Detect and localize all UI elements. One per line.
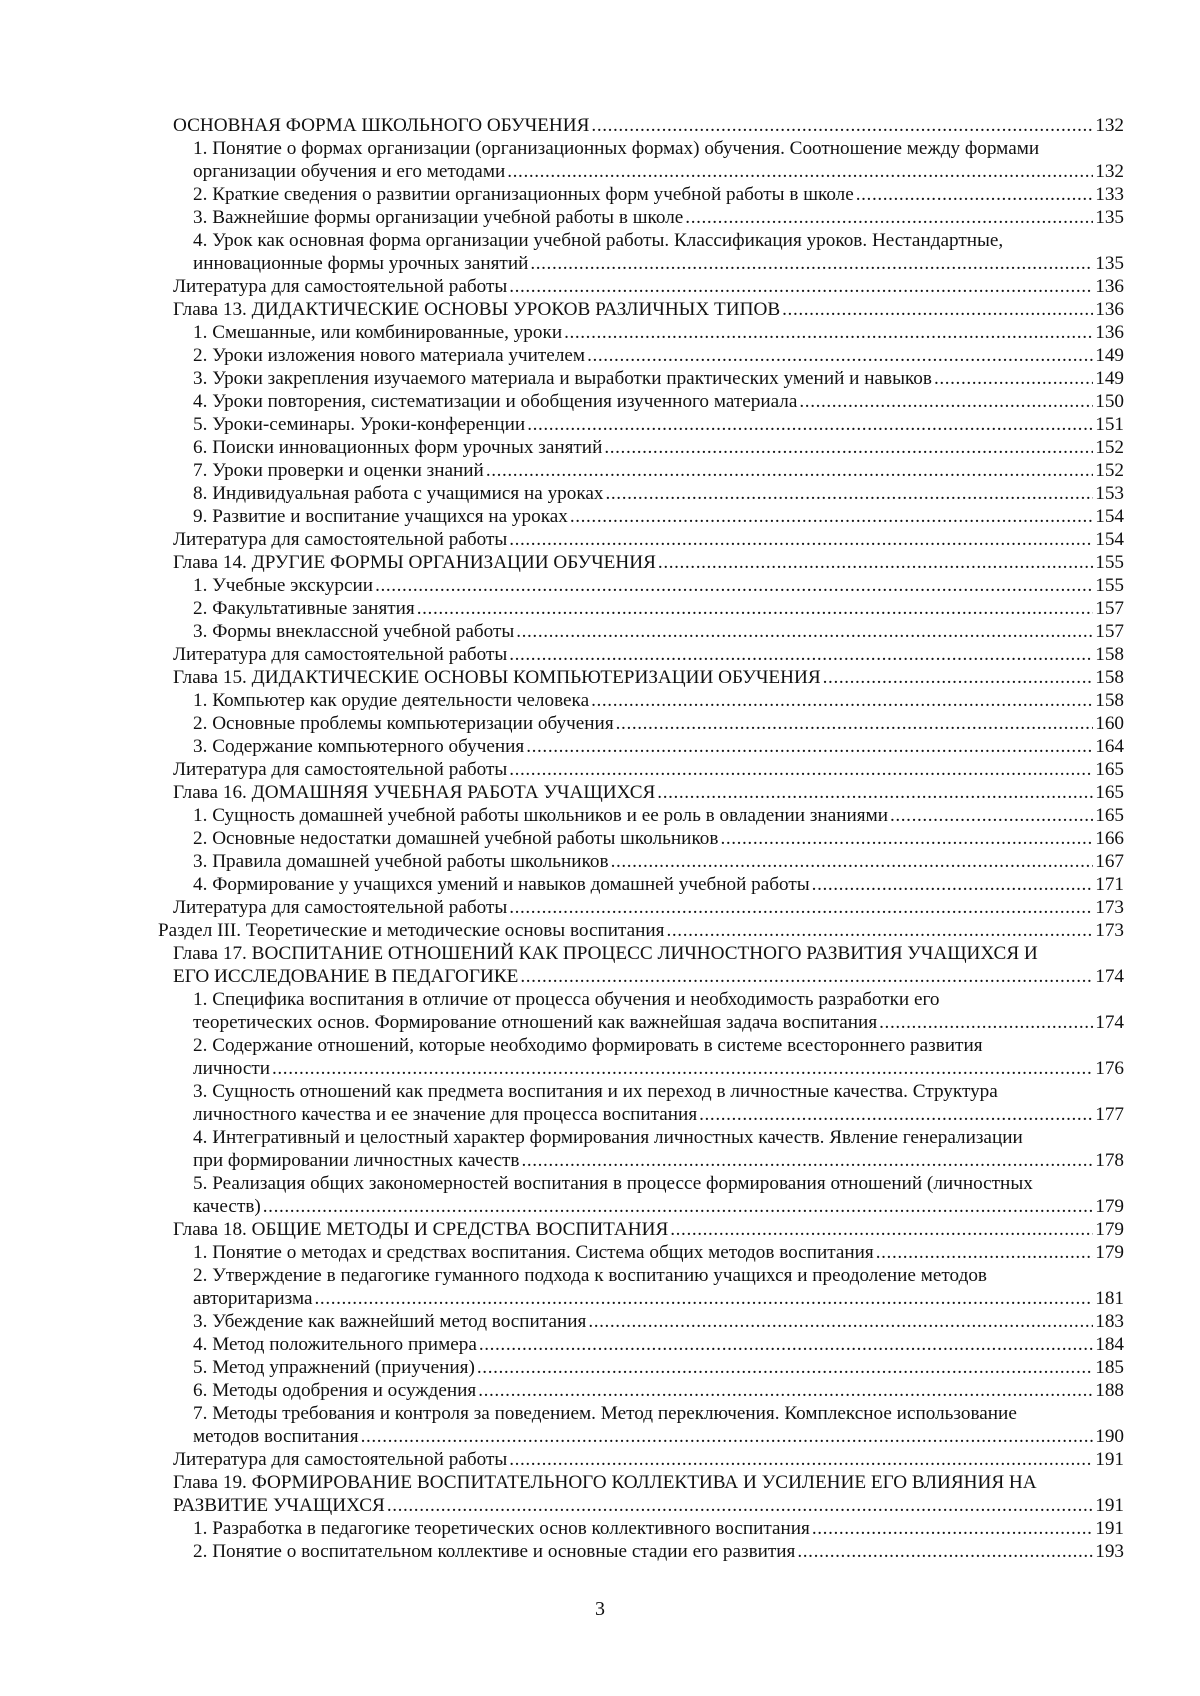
toc-page-number: 181 [1095, 1288, 1124, 1309]
toc-subentry[interactable] [0, 344, 1200, 367]
toc-page-number: 132 [1095, 115, 1124, 136]
toc-subentry[interactable] [0, 1402, 1200, 1448]
dot-leader [387, 1494, 1093, 1517]
toc-page-number: 150 [1095, 391, 1124, 412]
toc-entry-text: 5. Метод упражнений (приучения) [193, 1357, 475, 1378]
toc-entry-text: 4. Уроки повторения, систематизации и обобщения изученного материала [193, 391, 798, 412]
toc-page-number: 190 [1095, 1426, 1124, 1447]
toc-subentry[interactable] [0, 367, 1200, 390]
toc-entry-text: ОСНОВНАЯ ФОРМА ШКОЛЬНОГО ОБУЧЕНИЯ [173, 115, 590, 136]
page-number: 3 [595, 1598, 605, 1620]
toc-page-number: 174 [1095, 1012, 1124, 1033]
toc-subentry[interactable] [0, 137, 1200, 183]
toc-subentry[interactable] [0, 1356, 1200, 1379]
dot-leader [604, 436, 1093, 459]
toc-subentry[interactable] [0, 1540, 1200, 1563]
toc-page-number: 158 [1095, 644, 1124, 665]
toc-entry-text: 1. Разработка в педагогике теоретических основ коллективного воспитания [193, 1518, 810, 1539]
toc-page-number: 155 [1095, 552, 1124, 573]
dot-leader [685, 206, 1093, 229]
toc-page-number: 136 [1095, 299, 1124, 320]
toc-subentry[interactable] [0, 735, 1200, 758]
toc-entry[interactable] [0, 1471, 1200, 1517]
dot-leader [564, 321, 1093, 344]
toc-entry[interactable] [0, 298, 1200, 321]
toc-page-number: 191 [1095, 1449, 1124, 1470]
toc-entry-text: 5. Уроки-семинары. Уроки-конференции [193, 414, 526, 435]
dot-leader [782, 298, 1093, 321]
toc-entry-text: Литература для самостоятельной работы [173, 1449, 508, 1470]
toc-subentry[interactable] [0, 1310, 1200, 1333]
toc-entry-text: инновационные формы урочных занятий [193, 253, 529, 274]
dot-leader [606, 482, 1094, 505]
toc-entry-text: 1. Компьютер как орудие деятельности человека [193, 690, 590, 711]
dot-leader [477, 1356, 1093, 1379]
toc-page-number: 165 [1095, 782, 1124, 803]
toc-subentry[interactable] [0, 1264, 1200, 1310]
dot-leader [478, 1379, 1093, 1402]
toc-entry-text: 3. Уроки закрепления изучаемого материала и выработки практических умений и навыков [193, 368, 932, 389]
toc-entry[interactable] [0, 896, 1200, 919]
toc-subentry[interactable] [0, 183, 1200, 206]
dot-leader [315, 1287, 1094, 1310]
toc-page-number: 185 [1095, 1357, 1124, 1378]
dot-leader [823, 666, 1094, 689]
dot-leader [667, 919, 1094, 942]
toc-page-number: 149 [1095, 345, 1124, 366]
toc-entry-text: РАЗВИТИЕ УЧАЩИХСЯ [173, 1495, 385, 1516]
toc-subentry[interactable] [0, 321, 1200, 344]
toc-entry-text: Глава 17. ВОСПИТАНИЕ ОТНОШЕНИЙ КАК ПРОЦЕСС ЛИЧНОСТНОГО РАЗВИТИЯ УЧАЩИХСЯ И [173, 943, 1038, 964]
toc-entry-text: Литература для самостоятельной работы [173, 897, 508, 918]
toc-entry[interactable] [0, 758, 1200, 781]
dot-leader [812, 873, 1094, 896]
toc-subentry[interactable] [0, 620, 1200, 643]
toc-page-number: 157 [1095, 621, 1124, 642]
dot-leader [361, 1425, 1094, 1448]
toc-subentry[interactable] [0, 436, 1200, 459]
toc-page-number: 136 [1095, 276, 1124, 297]
toc-subentry[interactable] [0, 873, 1200, 896]
toc-subentry[interactable] [0, 1241, 1200, 1264]
toc-entry-text: 4. Урок как основная форма организации учебной работы. Классификация уроков. Нестандартные, [193, 230, 1004, 251]
dot-leader [616, 712, 1094, 735]
toc-subentry[interactable] [0, 689, 1200, 712]
toc-entry-text: 4. Метод положительного примера [193, 1334, 477, 1355]
toc-subentry[interactable] [0, 1080, 1200, 1126]
toc-subentry[interactable] [0, 206, 1200, 229]
toc-entry[interactable] [0, 551, 1200, 574]
dot-leader [263, 1195, 1093, 1218]
toc-entry-text: 1. Специфика воспитания в отличие от процесса обучения и необходимость разработки его [193, 989, 940, 1010]
toc-entry-text: методов воспитания [193, 1426, 359, 1447]
toc-page-number: 158 [1095, 690, 1124, 711]
toc-subentry[interactable] [0, 1034, 1200, 1080]
toc-entry-text: личности [193, 1058, 271, 1079]
toc-entry[interactable] [0, 942, 1200, 988]
dot-leader [699, 1103, 1093, 1126]
toc-entry[interactable] [0, 1448, 1200, 1471]
toc-entry-text: 5. Реализация общих закономерностей воспитания в процессе формирования отношений (личностных [193, 1173, 1033, 1194]
toc-page-number: 165 [1095, 759, 1124, 780]
toc-page-number: 157 [1095, 598, 1124, 619]
toc-entry-text: 1. Смешанные, или комбинированные, уроки [193, 322, 563, 343]
toc-entry-text: 3. Формы внеклассной учебной работы [193, 621, 515, 642]
toc-entry-text: 2. Понятие о воспитательном коллективе и основные стадии его развития [193, 1541, 796, 1562]
toc-page-number: 176 [1095, 1058, 1124, 1079]
dot-leader [507, 160, 1093, 183]
toc-subentry[interactable] [0, 1333, 1200, 1356]
toc-subentry[interactable] [0, 229, 1200, 275]
toc-entry-text: Глава 13. ДИДАКТИЧЕСКИЕ ОСНОВЫ УРОКОВ РАЗЛИЧНЫХ ТИПОВ [173, 299, 781, 320]
toc-page-number: 165 [1095, 805, 1124, 826]
toc-page-number: 152 [1095, 437, 1124, 458]
toc-entry-text: ЕГО ИССЛЕДОВАНИЕ В ПЕДАГОГИКЕ [173, 966, 519, 987]
toc-page-number: 174 [1095, 966, 1124, 987]
toc-entry-text: 4. Интегративный и целостный характер формирования личностных качеств. Явление генерализации [193, 1127, 1023, 1148]
toc-entry-text: 1. Учебные экскурсии [193, 575, 374, 596]
toc-subentry[interactable] [0, 1172, 1200, 1218]
dot-leader [588, 1310, 1093, 1333]
toc-page-number: 177 [1095, 1104, 1124, 1125]
toc-page-number: 153 [1095, 483, 1124, 504]
toc-entry[interactable] [0, 666, 1200, 689]
toc-page-number: 183 [1095, 1311, 1124, 1332]
toc-subentry[interactable] [0, 390, 1200, 413]
toc-entry-text: 2. Основные проблемы компьютеризации обучения [193, 713, 614, 734]
toc-entry-text: 6. Поиски инновационных форм урочных занятий [193, 437, 603, 458]
toc-page-number: 179 [1095, 1219, 1124, 1240]
toc-entry-text: 6. Методы одобрения и осуждения [193, 1380, 477, 1401]
dot-leader [527, 413, 1093, 436]
toc-page-number: 135 [1095, 253, 1124, 274]
toc-entry-text: 4. Формирование у учащихся умений и навыков домашней учебной работы [193, 874, 810, 895]
toc-entry-text: Глава 15. ДИДАКТИЧЕСКИЕ ОСНОВЫ КОМПЬЮТЕРИЗАЦИИ ОБУЧЕНИЯ [173, 667, 821, 688]
toc-page-number: 136 [1095, 322, 1124, 343]
toc-entry-text: 2. Факультативные занятия [193, 598, 415, 619]
dot-leader [570, 505, 1093, 528]
toc-entry[interactable] [0, 781, 1200, 804]
toc-entry[interactable] [0, 275, 1200, 298]
toc-page-number: 193 [1095, 1541, 1124, 1562]
toc-subentry[interactable] [0, 827, 1200, 850]
toc-page-number: 171 [1095, 874, 1124, 895]
toc-entry-text: авторитаризма [193, 1288, 313, 1309]
dot-leader [611, 850, 1094, 873]
dot-leader [856, 183, 1093, 206]
toc-entry-text: Литература для самостоятельной работы [173, 759, 508, 780]
toc-entry[interactable] [0, 528, 1200, 551]
toc-subentry[interactable] [0, 1126, 1200, 1172]
toc-page-number: 166 [1095, 828, 1124, 849]
toc-subentry[interactable] [0, 482, 1200, 505]
toc-entry[interactable] [0, 114, 1200, 137]
dot-leader [526, 735, 1093, 758]
toc-entry-text: 3. Сущность отношений как предмета воспитания и их переход в личностные качества. Структура [193, 1081, 998, 1102]
dot-leader [591, 114, 1093, 137]
toc-entry-text: организации обучения и его методами [193, 161, 506, 182]
toc-entry-text: 1. Понятие о методах и средствах воспитания. Система общих методов воспитания [193, 1242, 874, 1263]
dot-leader [509, 528, 1093, 551]
toc-subentry[interactable] [0, 804, 1200, 827]
toc-entry-text: Глава 19. ФОРМИРОВАНИЕ ВОСПИТАТЕЛЬНОГО КОЛЛЕКТИВА И УСИЛЕНИЕ ЕГО ВЛИЯНИЯ НА [173, 1472, 1037, 1493]
toc-page-number: 135 [1095, 207, 1124, 228]
toc-page-number: 173 [1095, 897, 1124, 918]
dot-leader [509, 275, 1093, 298]
toc-entry[interactable] [0, 643, 1200, 666]
toc-page-number: 191 [1095, 1495, 1124, 1516]
dot-leader [486, 459, 1093, 482]
toc-section[interactable] [0, 919, 1200, 942]
toc-entry-text: 2. Краткие сведения о развитии организационных форм учебной работы в школе [193, 184, 854, 205]
toc-entry-text: личностного качества и ее значение для процесса воспитания [193, 1104, 698, 1125]
dot-leader [876, 1241, 1093, 1264]
toc-page-number: 178 [1095, 1150, 1124, 1171]
dot-leader [658, 551, 1093, 574]
toc-entry-text: Глава 18. ОБЩИЕ МЕТОДЫ И СРЕДСТВА ВОСПИТАНИЯ [173, 1219, 669, 1240]
toc-entry-text: теоретических основ. Формирование отношений как важнейшая задача воспитания [193, 1012, 878, 1033]
toc-page-number: 160 [1095, 713, 1124, 734]
table-of-contents [0, 114, 1200, 1563]
dot-leader [520, 965, 1093, 988]
toc-entry-text: 1. Сущность домашней учебной работы школьников и ее роль в овладении знаниями [193, 805, 888, 826]
toc-entry-text: 9. Развитие и воспитание учащихся на уроках [193, 506, 568, 527]
toc-subentry[interactable] [0, 413, 1200, 436]
dot-leader [521, 1149, 1093, 1172]
toc-page-number: 167 [1095, 851, 1124, 872]
toc-subentry[interactable] [0, 850, 1200, 873]
dot-leader [530, 252, 1093, 275]
dot-leader [879, 1011, 1093, 1034]
toc-entry-text: Глава 16. ДОМАШНЯЯ УЧЕБНАЯ РАБОТА УЧАЩИХСЯ [173, 782, 656, 803]
dot-leader [509, 896, 1093, 919]
toc-entry-text: 8. Индивидуальная работа с учащимися на уроках [193, 483, 604, 504]
toc-entry-text: при формировании личностных качеств [193, 1150, 520, 1171]
dot-leader [417, 597, 1093, 620]
toc-entry-text: 1. Понятие о формах организации (организационных формах) обучения. Соотношение между формами [193, 138, 1040, 159]
toc-page-number: 133 [1095, 184, 1124, 205]
dot-leader [375, 574, 1093, 597]
toc-entry-text: 2. Основные недостатки домашней учебной работы школьников [193, 828, 719, 849]
dot-leader [799, 390, 1093, 413]
toc-page-number: 154 [1095, 506, 1124, 527]
toc-subentry[interactable] [0, 597, 1200, 620]
toc-page-number: 173 [1095, 920, 1124, 941]
toc-page-number: 155 [1095, 575, 1124, 596]
toc-page-number: 184 [1095, 1334, 1124, 1355]
toc-entry-text: 3. Важнейшие формы организации учебной работы в школе [193, 207, 684, 228]
toc-entry-text: 2. Содержание отношений, которые необходимо формировать в системе всестороннего развития [193, 1035, 983, 1056]
toc-page-number: 152 [1095, 460, 1124, 481]
dot-leader [670, 1218, 1093, 1241]
dot-leader [657, 781, 1093, 804]
dot-leader [272, 1057, 1093, 1080]
toc-entry-text: 3. Содержание компьютерного обучения [193, 736, 525, 757]
toc-entry-text: 3. Правила домашней учебной работы школьников [193, 851, 609, 872]
toc-page-number: 191 [1095, 1518, 1124, 1539]
dot-leader [509, 643, 1093, 666]
toc-page-number: 179 [1095, 1242, 1124, 1263]
toc-entry-text: Литература для самостоятельной работы [173, 529, 508, 550]
dot-leader [516, 620, 1093, 643]
dot-leader [934, 367, 1093, 390]
dot-leader [509, 1448, 1093, 1471]
toc-entry-text: 7. Методы требования и контроля за поведением. Метод переключения. Комплексное использование [193, 1403, 1017, 1424]
toc-page-number: 179 [1095, 1196, 1124, 1217]
toc-entry-text: 7. Уроки проверки и оценки знаний [193, 460, 484, 481]
toc-page-number: 188 [1095, 1380, 1124, 1401]
dot-leader [509, 758, 1093, 781]
dot-leader [720, 827, 1093, 850]
dot-leader [587, 344, 1093, 367]
toc-subentry[interactable] [0, 574, 1200, 597]
toc-subentry[interactable] [0, 712, 1200, 735]
dot-leader [812, 1517, 1093, 1540]
toc-entry-text: 2. Уроки изложения нового материала учителем [193, 345, 586, 366]
toc-entry-text: Литература для самостоятельной работы [173, 276, 508, 297]
toc-subentry[interactable] [0, 459, 1200, 482]
toc-subentry[interactable] [0, 1517, 1200, 1540]
toc-page-number: 151 [1095, 414, 1124, 435]
toc-entry-text: Раздел III. Теоретические и методические основы воспитания [158, 920, 665, 941]
toc-page-number: 158 [1095, 667, 1124, 688]
toc-subentry[interactable] [0, 505, 1200, 528]
toc-entry-text: 3. Убеждение как важнейший метод воспитания [193, 1311, 587, 1332]
toc-entry[interactable] [0, 1218, 1200, 1241]
toc-page-number: 154 [1095, 529, 1124, 550]
toc-subentry[interactable] [0, 988, 1200, 1034]
dot-leader [890, 804, 1093, 827]
toc-subentry[interactable] [0, 1379, 1200, 1402]
toc-entry-text: качеств) [193, 1196, 261, 1217]
dot-leader [591, 689, 1093, 712]
toc-page-number: 149 [1095, 368, 1124, 389]
toc-entry-text: 2. Утверждение в педагогике гуманного подхода к воспитанию учащихся и преодоление методов [193, 1265, 987, 1286]
dot-leader [797, 1540, 1093, 1563]
toc-page-number: 132 [1095, 161, 1124, 182]
toc-entry-text: Литература для самостоятельной работы [173, 644, 508, 665]
dot-leader [479, 1333, 1093, 1356]
toc-page-number: 164 [1095, 736, 1124, 757]
toc-entry-text: Глава 14. ДРУГИЕ ФОРМЫ ОРГАНИЗАЦИИ ОБУЧЕНИЯ [173, 552, 656, 573]
